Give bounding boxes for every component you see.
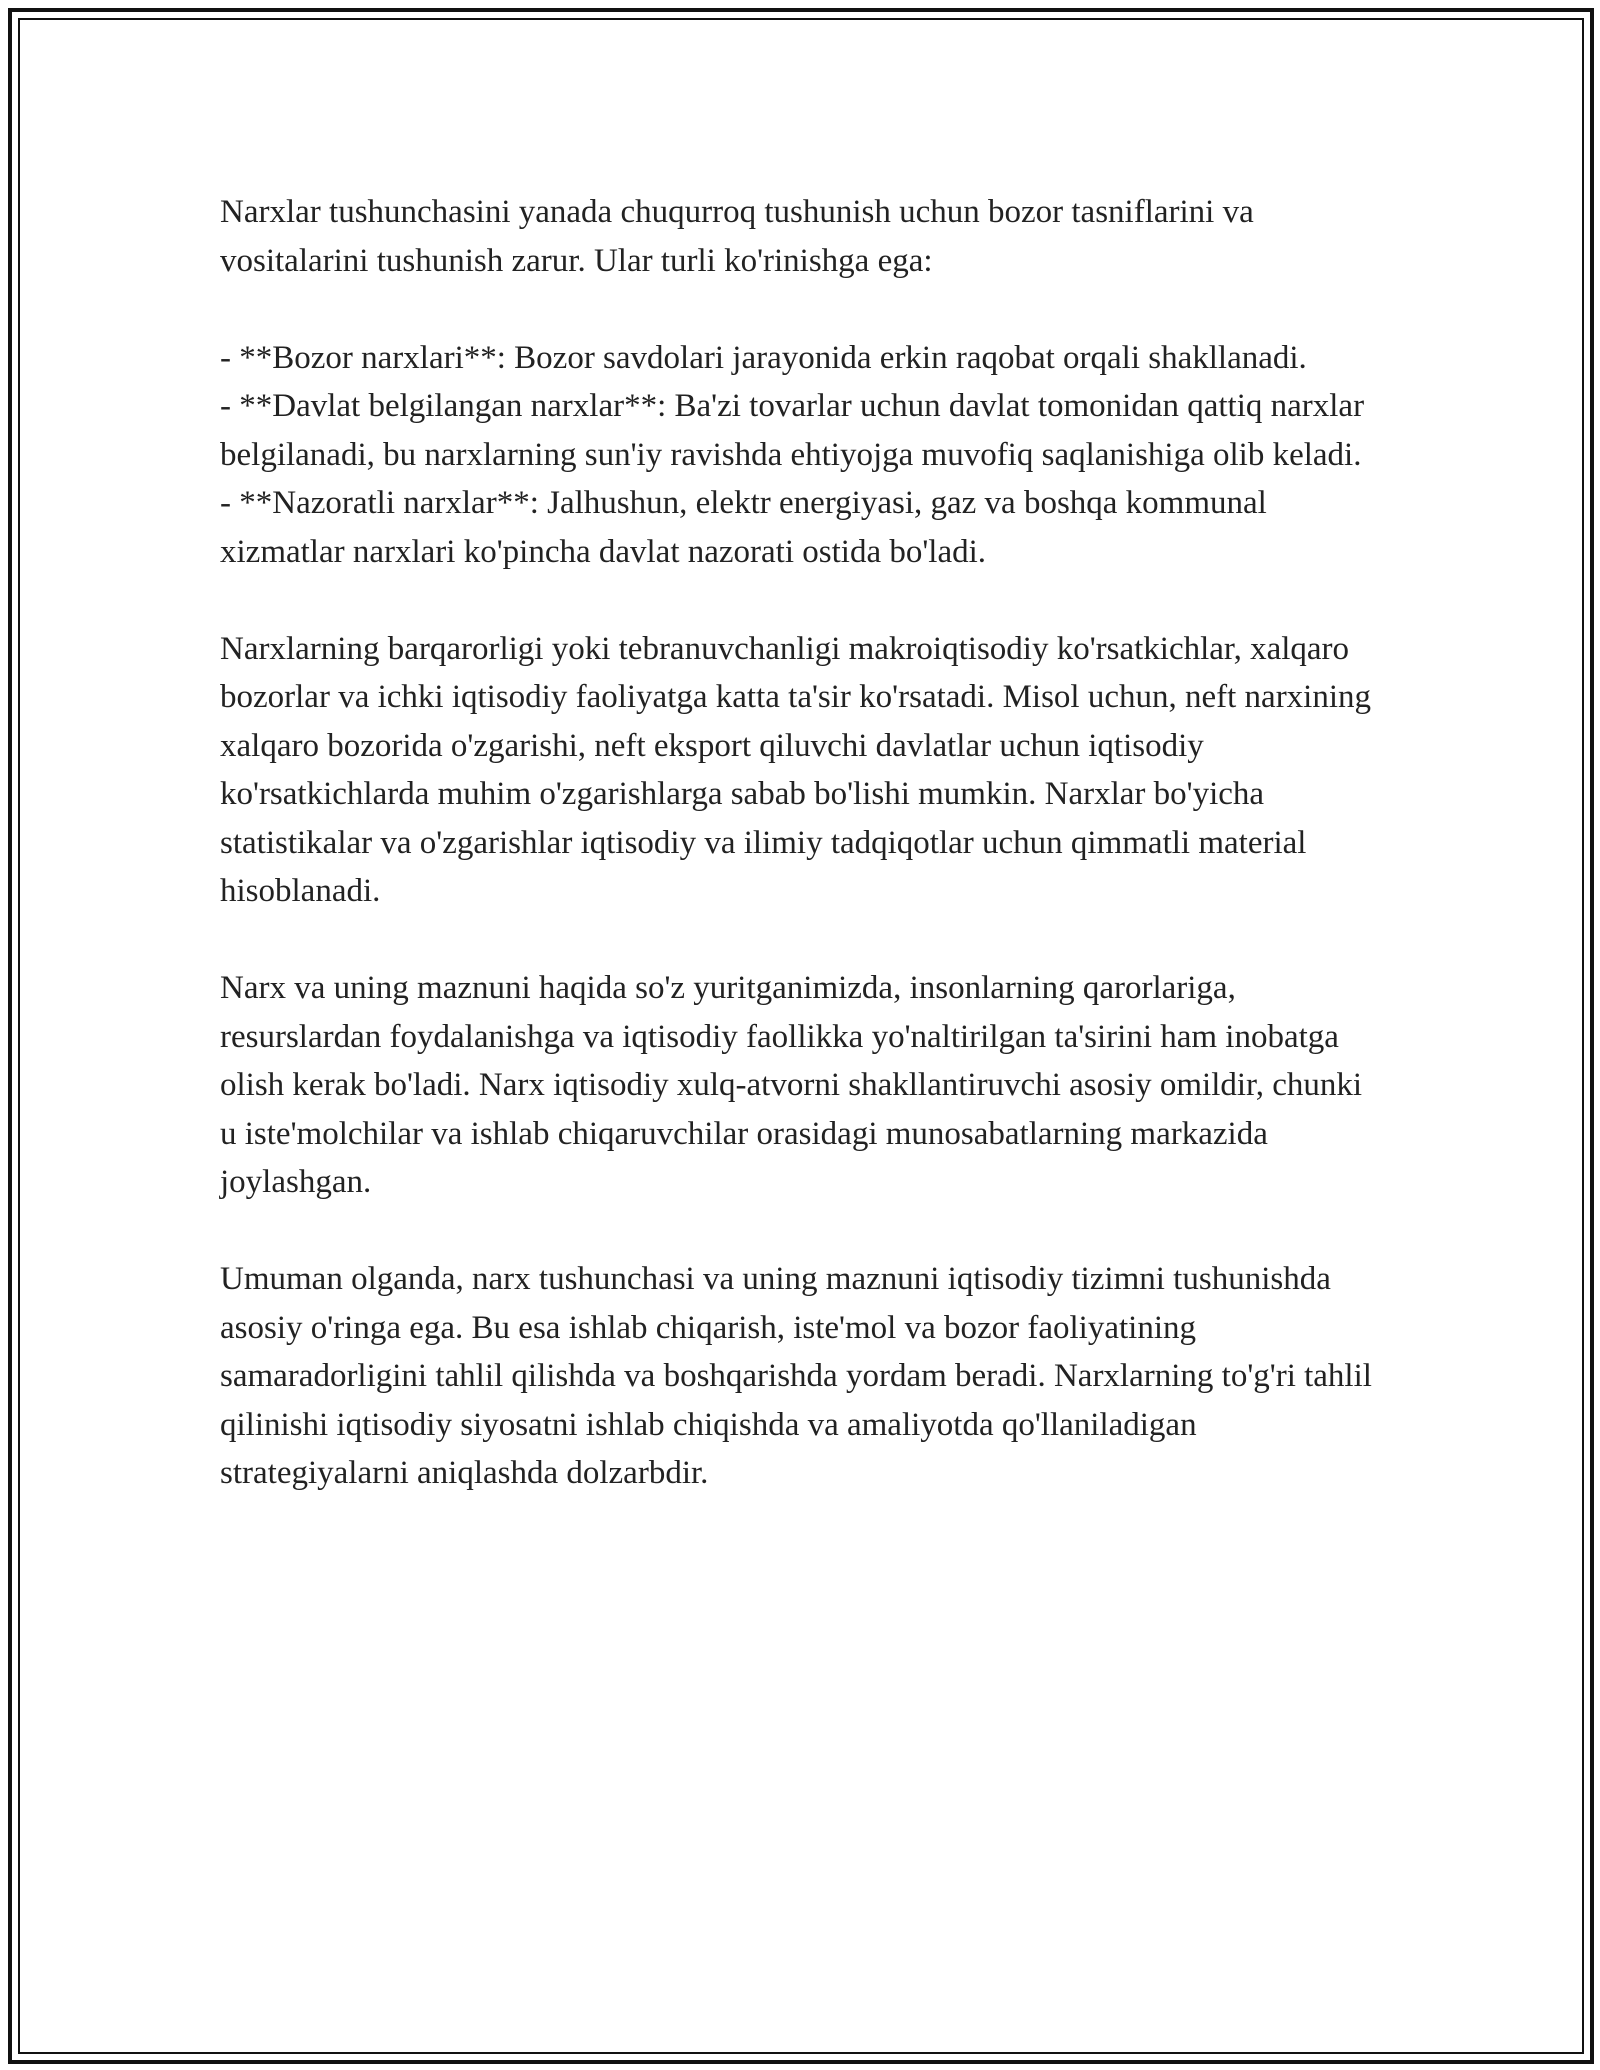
- list-item-market-prices: - **Bozor narxlari**: Bozor savdolari jarayonida erkin raqobat orqali shakllanadi.: [220, 339, 1307, 376]
- list-item-state-prices: - **Davlat belgilangan narxlar**: Ba'zi tovarlar uchun davlat tomonidan qattiq narxlar belgilanadi, bu narxlarning sun'iy ravishda ehtiyojga muvofiq saqlanishiga olib keladi.: [220, 388, 1365, 473]
- list-item-controlled-prices: - **Nazoratli narxlar**: Jalhushun, elektr energiyasi, gaz va boshqa kommunal xizmatlar narxlari ko'pincha davlat nazorati ostida bo'ladi.: [220, 485, 1267, 570]
- stability-paragraph: Narxlarning barqarorligi yoki tebranuvchanligi makroiqtisodiy ko'rsatkichlar, xalqaro bozorlar va ichki iqtisodiy faoliyatga katta ta'sir ko'rsatadi. Misol uchun, neft narxining xalqaro bozorida o'zgarishi, neft eksport qiluvchi davlatlar uchun iqtisodiy ko'rsatkichlarda muhim o'zgarishlarga sabab bo'lishi mumkin. Narxlar bo'yicha statistikalar va o'zgarishlar iqtisodiy va ilimiy tadqiqotlar uchun qimmatli material hisoblanadi.: [220, 630, 1372, 909]
- intro-paragraph: Narxlar tushunchasini yanada chuqurroq tushunish uchun bozor tasniflarini va vositalarini tushunish zarur. Ular turli ko'rinishga ega:: [220, 194, 1254, 279]
- essence-paragraph: Narx va uning maznuni haqida so'z yuritganimizda, insonlarning qarorlariga, resurslardan foydalanishga va iqtisodiy faollikka yo'naltirilgan ta'sirini ham inobatga olish kerak bo'ladi. Narx iqtisodiy xulq-atvorni shakllantiruvchi asosiy omildir, chunki u iste'molchilar va ishlab chiqaruvchilar orasidagi munosabatlarning markazida joylashgan.: [220, 970, 1363, 1200]
- price-types-list: [220, 334, 1380, 577]
- conclusion-paragraph: Umuman olganda, narx tushunchasi va uning maznuni iqtisodiy tizimni tushunishda asosiy o'ringa ega. Bu esa ishlab chiqarish, iste'mol va bozor faoliyatining samaradorligini tahlil qilishda va boshqarishda yordam beradi. Narxlarning to'g'ri tahlil qilinishi iqtisodiy siyosatni ishlab chiqishda va amaliyotda qo'llaniladigan strategiyalarni aniqlashda dolzarbdir.: [220, 1261, 1372, 1491]
- document-body: [220, 188, 1380, 1546]
